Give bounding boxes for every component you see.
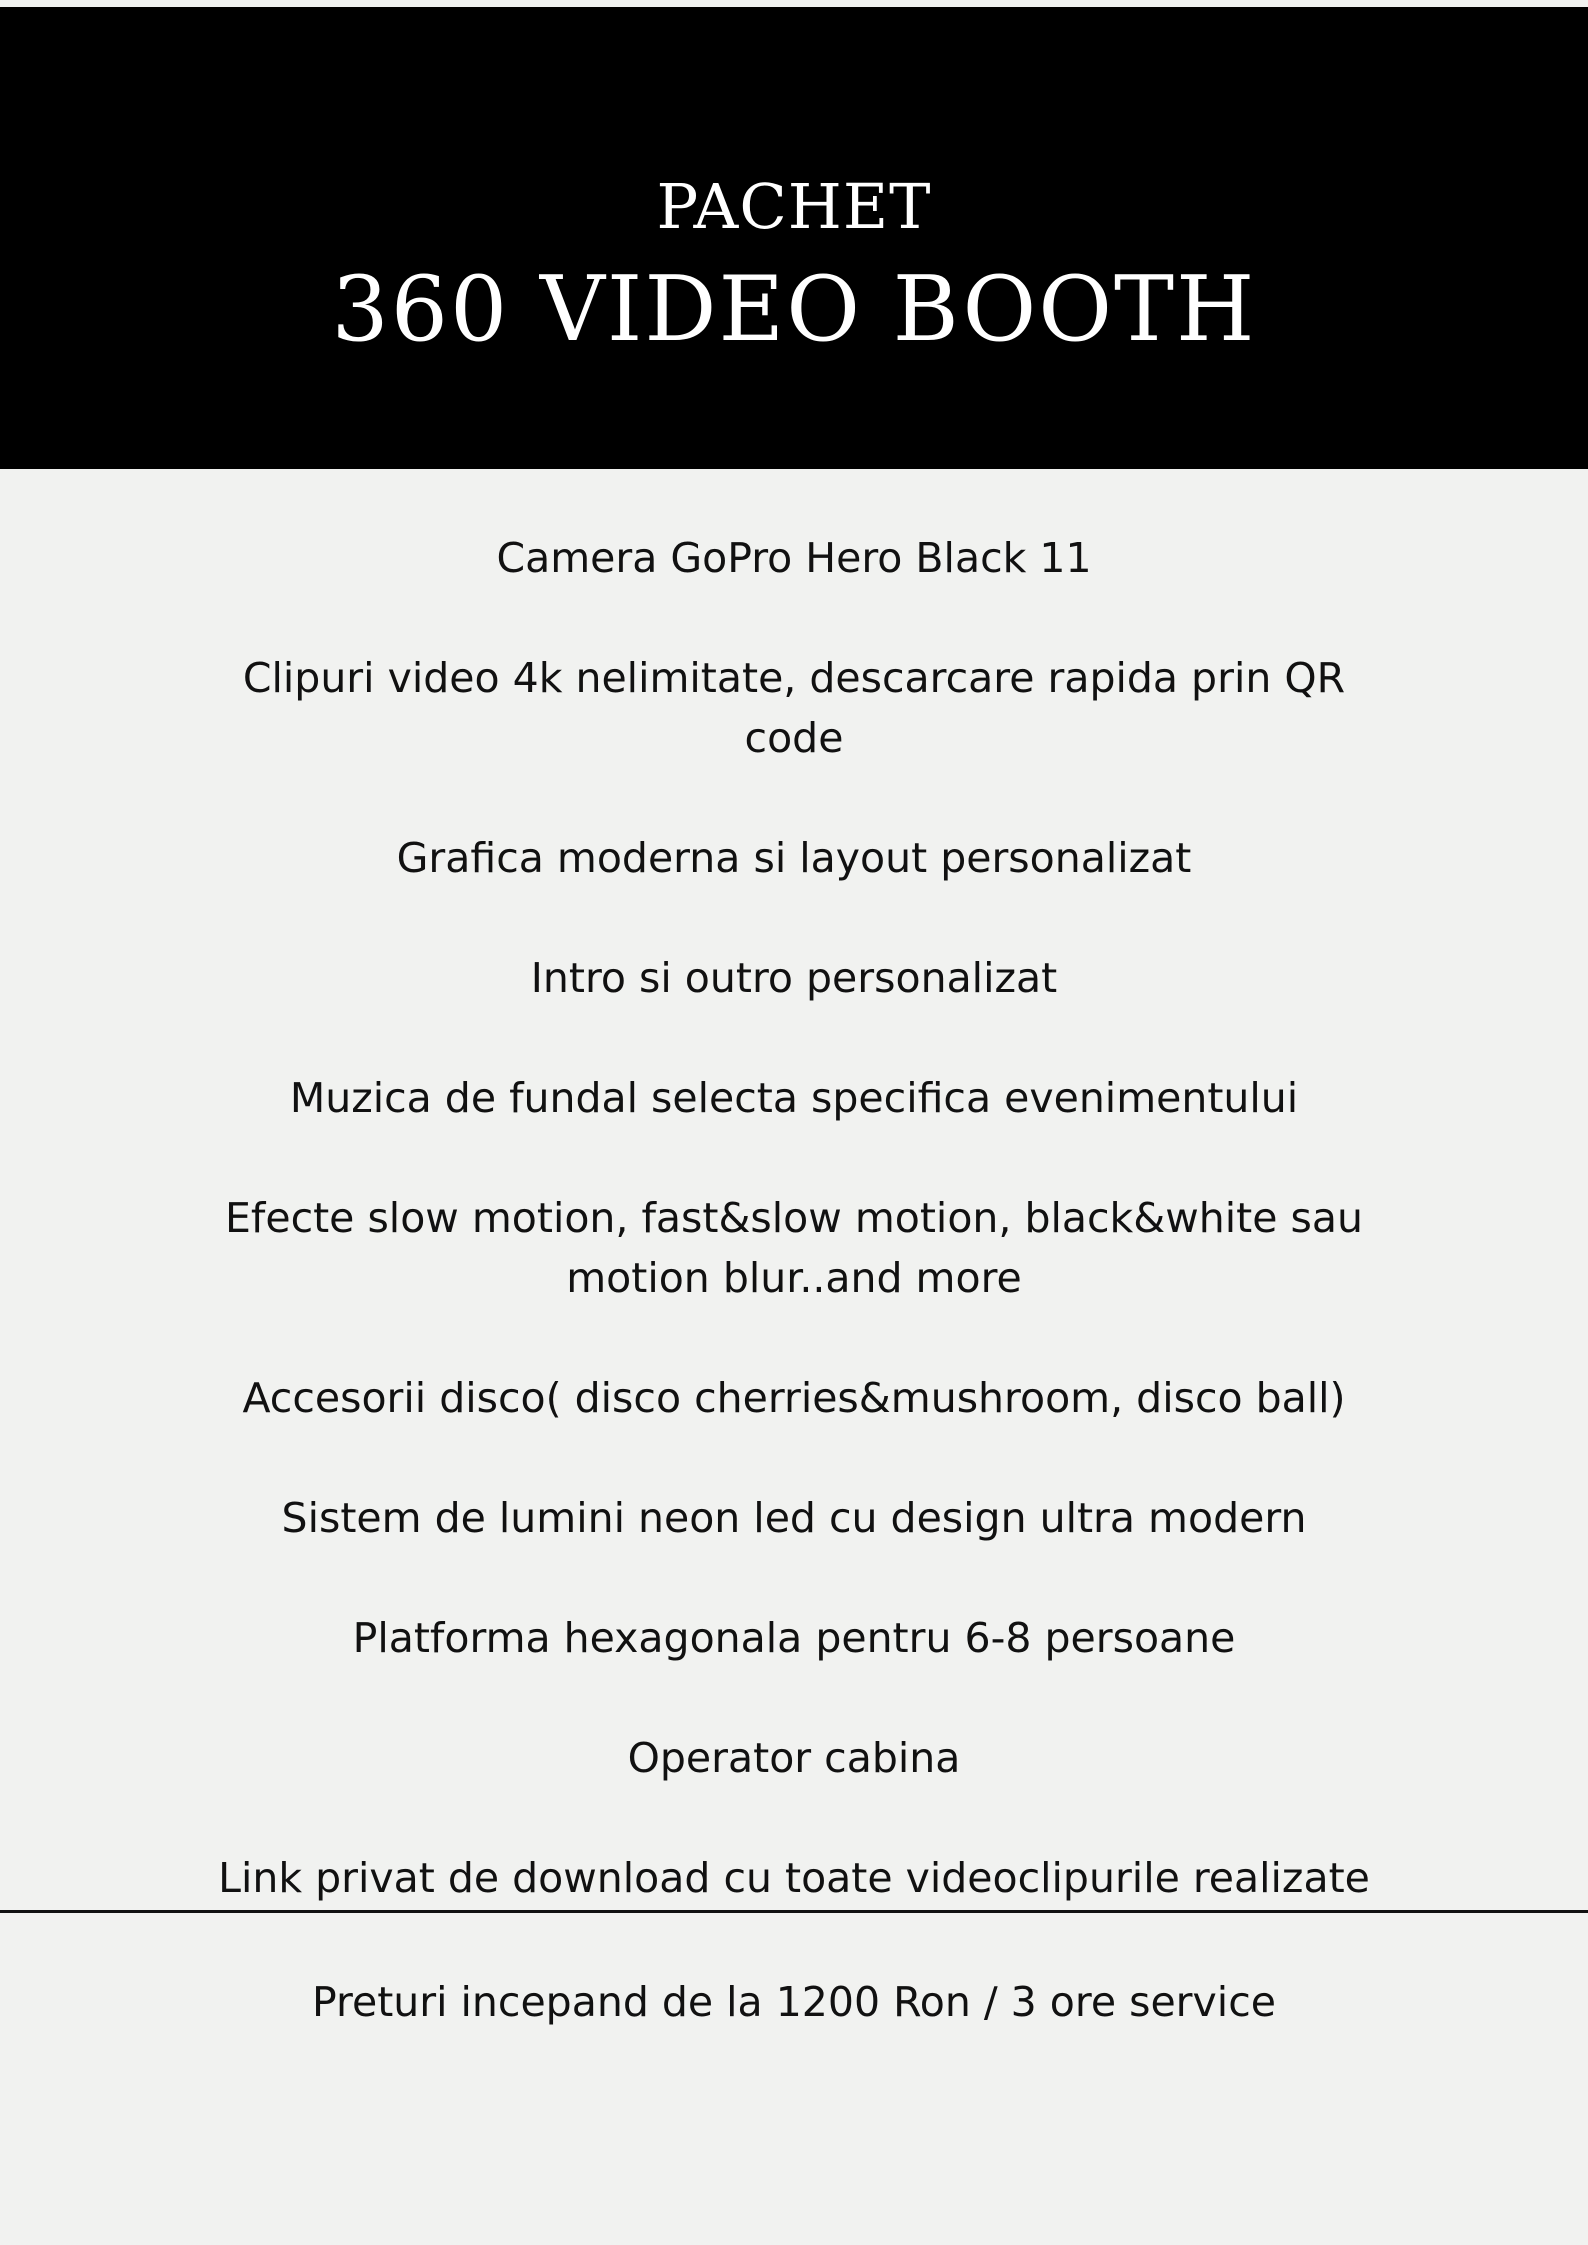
section-divider bbox=[0, 1910, 1588, 1913]
package-title: 360 VIDEO BOOTH bbox=[331, 257, 1257, 362]
feature-item: Efecte slow motion, fast&slow motion, black&white sau motion blur..and more bbox=[225, 1194, 1363, 1302]
feature-item: Muzica de fundal selecta specifica evenimentului bbox=[289, 1074, 1299, 1122]
feature-item: Sistem de lumini neon led cu design ultra modern bbox=[281, 1494, 1307, 1542]
feature-item: Accesorii disco( disco cherries&mushroom, disco ball) bbox=[242, 1374, 1346, 1422]
header-banner bbox=[0, 7, 1588, 469]
feature-item: Operator cabina bbox=[627, 1734, 961, 1782]
feature-item: Intro si outro personalizat bbox=[530, 954, 1058, 1002]
feature-item: Clipuri video 4k nelimitate, descarcare rapida prin QR code bbox=[242, 654, 1346, 762]
feature-list bbox=[0, 528, 1588, 1968]
feature-item: Link privat de download cu toate videoclipurile realizate bbox=[218, 1854, 1370, 1902]
feature-item: Camera GoPro Hero Black 11 bbox=[496, 534, 1092, 582]
feature-item: Platforma hexagonala pentru 6-8 persoane bbox=[352, 1614, 1236, 1662]
feature-item: Grafica moderna si layout personalizat bbox=[396, 834, 1192, 882]
price-note: Preturi incepand de la 1200 Ron / 3 ore service bbox=[312, 1978, 1276, 2026]
package-label: PACHET bbox=[656, 170, 932, 243]
